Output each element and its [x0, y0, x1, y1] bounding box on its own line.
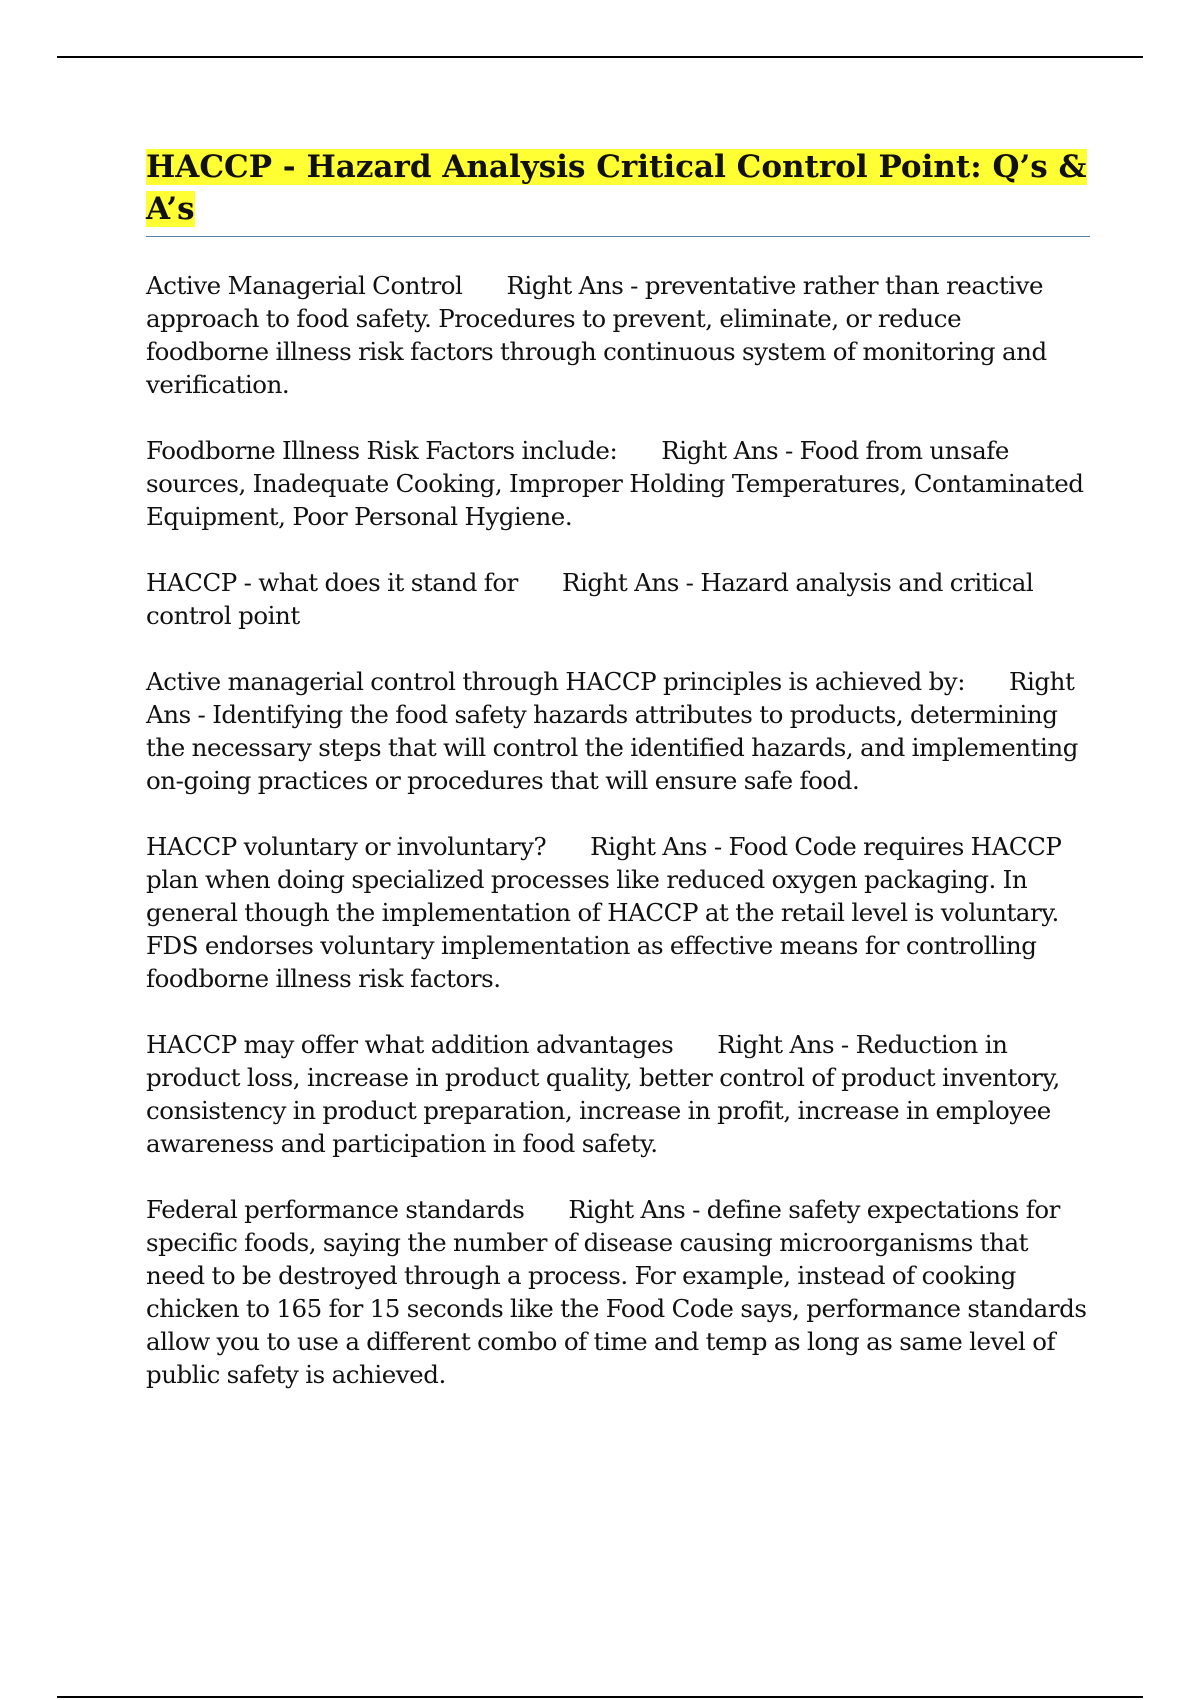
question-text: HACCP may offer what addition advantages — [146, 1030, 674, 1059]
qa-item-3 — [146, 566, 1090, 632]
qa-item-7 — [146, 1193, 1090, 1391]
question-text: HACCP - what does it stand for — [146, 568, 518, 597]
answer-text: Right Ans - Food from unsafe sources, Inadequate Cooking, Improper Holding Temperatures, Contaminated Equipment, Poor Personal Hygiene. — [146, 436, 1084, 531]
question-text: Active Managerial Control — [146, 271, 463, 300]
page-top-rule — [57, 56, 1143, 58]
document-title — [146, 146, 1090, 230]
qa-item-2 — [146, 434, 1090, 533]
document-body — [146, 146, 1090, 1424]
answer-text: Right Ans - Reduction in product loss, increase in product quality, better control of product inventory, consistency in product preparation, increase in profit, increase in employee awareness and participation in food safety. — [146, 1030, 1060, 1158]
question-text: HACCP voluntary or involuntary? — [146, 832, 547, 861]
title-block — [146, 146, 1090, 237]
page-bottom-rule — [57, 1696, 1143, 1698]
title-highlight: HACCP - Hazard Analysis Critical Control Point: Q’s & A’s — [146, 149, 1087, 227]
answer-text: Right Ans - preventative rather than reactive approach to food safety. Procedures to prevent, eliminate, or reduce foodborne illness risk factors through continuous system of monitoring and verification. — [146, 271, 1047, 399]
qa-item-1 — [146, 269, 1090, 401]
question-text: Federal performance standards — [146, 1195, 525, 1224]
answer-text: Right Ans - Food Code requires HACCP plan when doing specialized processes like reduced oxygen packaging. In general though the implementation of HACCP at the retail level is voluntary. FDS endorses voluntary implementation as effective means for controlling foodborne illness risk factors. — [146, 832, 1062, 993]
answer-text: Right Ans - Hazard analysis and critical control point — [146, 568, 1034, 630]
question-text: Active managerial control through HACCP principles is achieved by: — [146, 667, 966, 696]
answer-text: Right Ans - define safety expectations for specific foods, saying the number of disease causing microorganisms that need to be destroyed through a process. For example, instead of cooking chicken to 165 for 15 seconds like the Food Code says, performance standards allow you to use a different combo of time and temp as long as same level of public safety is achieved. — [146, 1195, 1087, 1389]
question-text: Foodborne Illness Risk Factors include: — [146, 436, 618, 465]
qa-item-5 — [146, 830, 1090, 995]
qa-item-6 — [146, 1028, 1090, 1160]
qa-item-4 — [146, 665, 1090, 797]
answer-text: Right Ans - Identifying the food safety hazards attributes to products, determining the necessary steps that will control the identified hazards, and implementing on-going practices or procedures that will ensure safe food. — [146, 667, 1078, 795]
